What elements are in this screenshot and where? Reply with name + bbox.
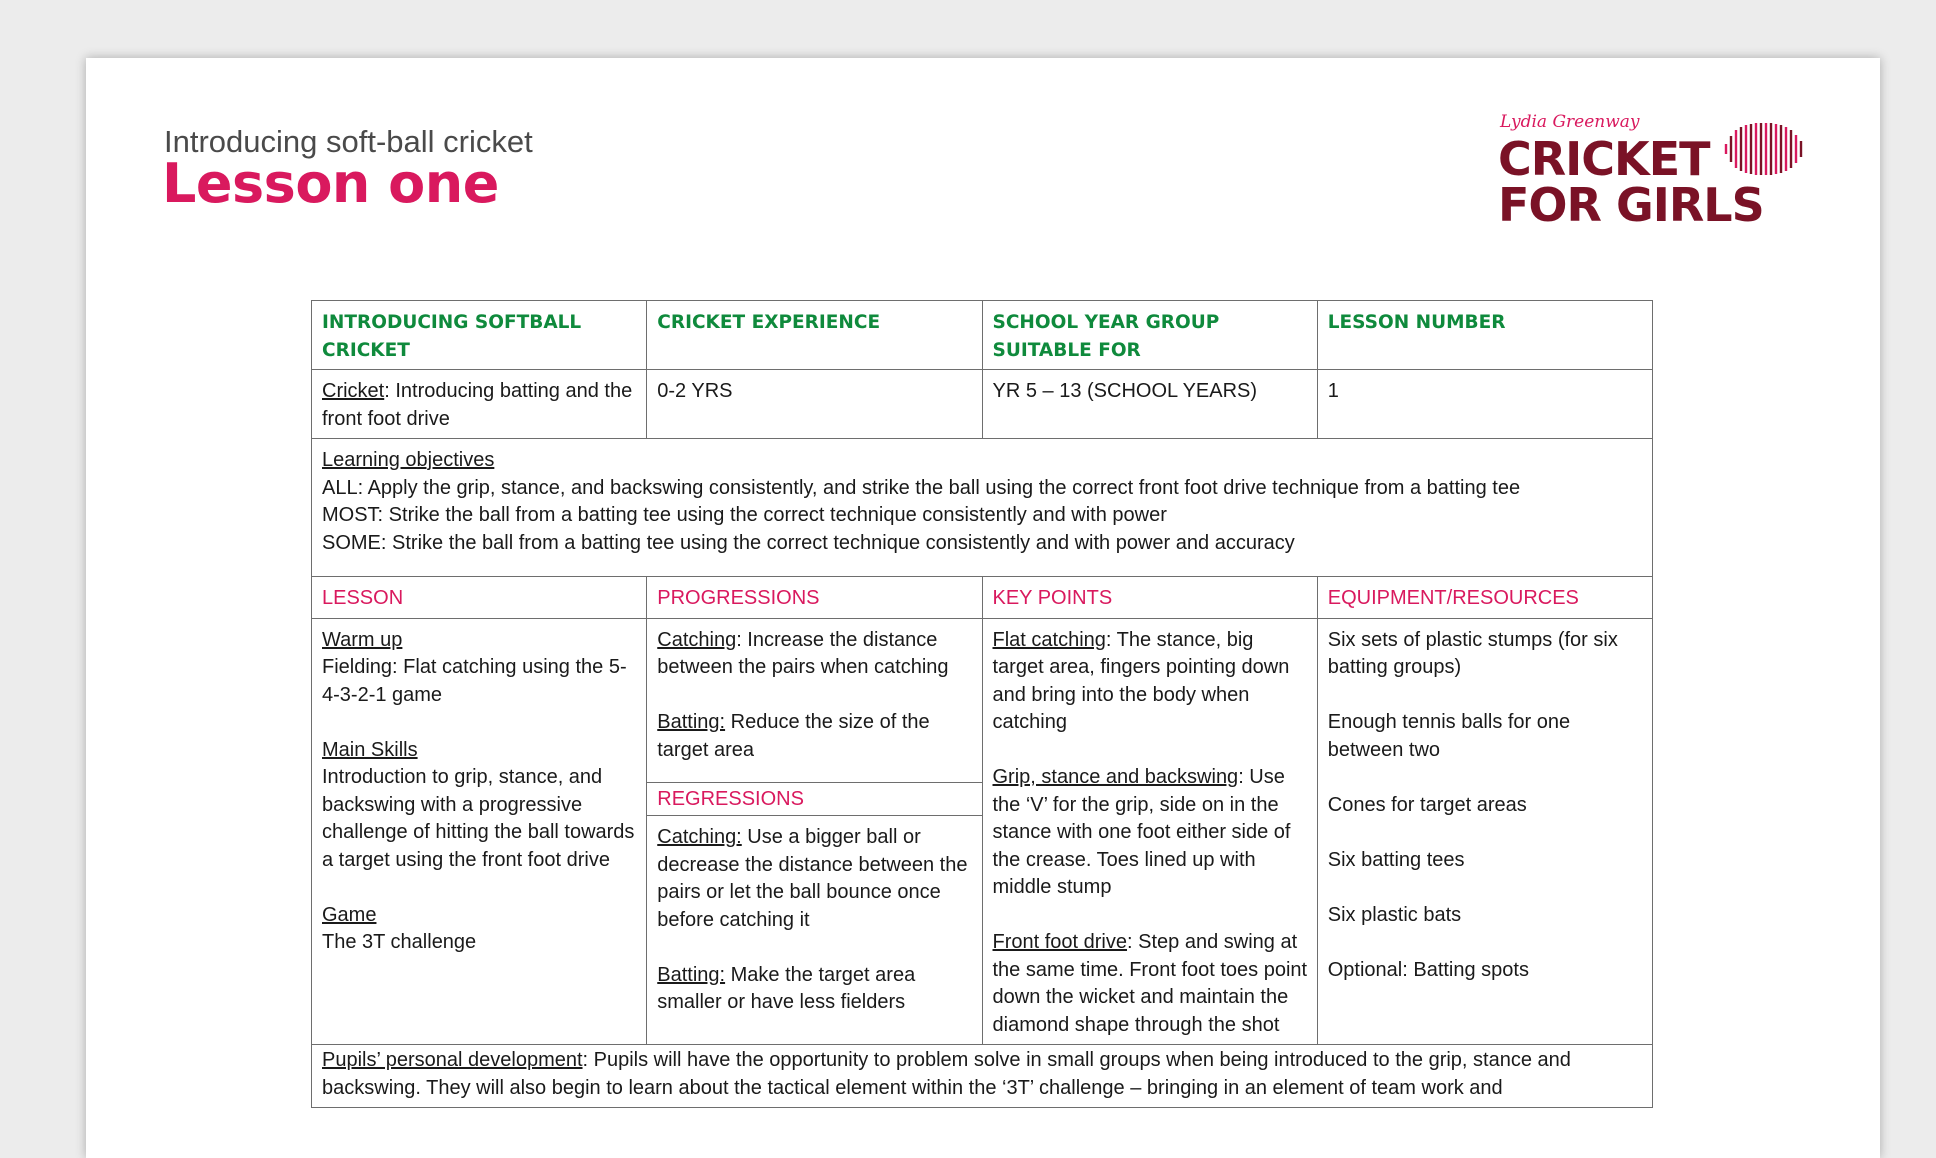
equipment-item: Six batting tees [1327, 848, 1465, 871]
regression-catching-text: Use a bigger ball or decrease the distance between the pairs or let the ball bounce once before catching it [657, 826, 968, 931]
objectives-row [312, 439, 1653, 577]
key-grip-label: Grip, stance and backswing [992, 766, 1239, 788]
year-group-cell: YR 5 – 13 (SCHOOL YEARS) [982, 370, 1317, 439]
key-points-cell [982, 618, 1317, 1045]
key-drive-text: : Step and swing at the same time. Front foot toes point down the wicket and maintain the diamond shape through the shot [992, 931, 1308, 1036]
lesson-cell [312, 618, 647, 1045]
equipment-item: Six sets of plastic stumps (for six batting groups) [1327, 628, 1618, 678]
lesson-number-cell: 1 [1317, 370, 1652, 439]
cricket-ball-stripes-icon [1724, 122, 1810, 176]
regressions-heading: REGRESSIONS [657, 787, 804, 810]
header-experience: CRICKET EXPERIENCE [657, 312, 881, 333]
section-header-key-points: KEY POINTS [992, 587, 1113, 609]
skills-heading: Main Skills [322, 738, 418, 761]
game-text: The 3T challenge [322, 931, 477, 953]
cricket-for-girls-logo [1498, 110, 1810, 232]
regression-catching-label: Catching: [657, 826, 742, 848]
progressions-cell [647, 618, 982, 1045]
regression-batting-text: Make the target area smaller or have less fielders [657, 963, 916, 1013]
section-header-cell [982, 577, 1317, 619]
equipment-cell [1317, 618, 1652, 1045]
header-cell [1317, 301, 1652, 370]
key-flat-label: Flat catching [992, 628, 1106, 651]
lesson-subtitle: Introducing soft-ball cricket [164, 124, 533, 159]
section-header-progressions: PROGRESSIONS [657, 587, 820, 609]
experience-cell: 0-2 YRS [647, 370, 982, 439]
objectives-heading: Learning objectives [322, 449, 495, 471]
personal-development-label: Pupils’ personal development [322, 1049, 583, 1071]
equipment-item: Enough tennis balls for one between two [1327, 711, 1571, 761]
lesson-title: Lesson one [162, 152, 499, 215]
lesson-content-row [312, 618, 1653, 1045]
table-header-row [312, 301, 1653, 370]
game-heading: Game [322, 903, 377, 926]
skills-text: Introduction to grip, stance, and backswing with a progressive challenge of hitting the ball towards a target using the front foot drive [322, 766, 635, 871]
progression-catching-text: : Increase the distance between the pairs when catching [657, 628, 949, 678]
personal-development-text: : Pupils will have the opportunity to problem solve in small groups when being introduced to the grip, stance and backswing. They will also begin to learn about the tactical element within the ‘3T’ challenge – bringing in an element of team work and [322, 1049, 1571, 1099]
personal-development-cell [312, 1045, 1653, 1108]
objective-some: SOME: Strike the ball from a batting tee using the correct technique consistently and with power and accuracy [322, 531, 1295, 554]
equipment-item: Six plastic bats [1327, 903, 1462, 926]
warmup-text: Fielding: Flat catching using the 5-4-3-2-1 game [322, 656, 627, 706]
lesson-plan-table [311, 300, 1653, 1108]
topic-text: : Introducing batting and the front foot drive [322, 380, 633, 430]
personal-development-row [312, 1045, 1653, 1108]
section-header-row [312, 577, 1653, 619]
objective-most: MOST: Strike the ball from a batting tee using the correct technique consistently and with power [322, 504, 1167, 526]
header-cell [312, 301, 647, 370]
progression-batting-text: Reduce the size of the target area [657, 711, 930, 761]
key-flat-text: : The stance, big target area, fingers pointing down and bring into the body when catching [992, 628, 1290, 733]
table-info-row [312, 370, 1653, 439]
warmup-heading: Warm up [322, 628, 403, 651]
equipment-item: Cones for target areas [1327, 793, 1527, 816]
regressions-block [647, 816, 981, 1022]
progression-batting-label: Batting: [657, 711, 726, 733]
objectives-cell [312, 439, 1653, 577]
logo-script-signature: Lydia Greenway [1500, 112, 1640, 132]
section-header-cell [312, 577, 647, 619]
section-header-cell [647, 577, 982, 619]
section-header-equipment: EQUIPMENT/RESOURCES [1327, 587, 1579, 609]
regressions-header [647, 782, 981, 817]
section-header-lesson: LESSON [322, 587, 404, 609]
logo-line-cricket: CRICKET [1498, 132, 1710, 186]
key-drive-label: Front foot drive [992, 931, 1128, 953]
header-year-group: SCHOOL YEAR GROUP SUITABLE FOR [992, 312, 1220, 361]
progressions-block [647, 619, 981, 782]
header-cell [982, 301, 1317, 370]
topic-cell [312, 370, 647, 439]
regression-batting-label: Batting: [657, 963, 726, 986]
section-header-cell [1317, 577, 1652, 619]
header-cell [647, 301, 982, 370]
logo-line-for-girls: FOR GIRLS [1498, 178, 1764, 232]
key-grip-text: : Use the ‘V’ for the grip, side on in the stance with one foot either side of the crease. Toes lined up with middle stump [992, 766, 1291, 898]
objective-all: ALL: Apply the grip, stance, and backswing consistently, and strike the ball using the correct front foot drive technique from a batting tee [322, 476, 1521, 499]
topic-label: Cricket [322, 380, 385, 402]
header-topic: INTRODUCING SOFTBALL CRICKET [322, 312, 582, 361]
progression-catching-label: Catching [657, 628, 737, 651]
header-lesson-number: LESSON NUMBER [1327, 312, 1506, 333]
equipment-item: Optional: Batting spots [1327, 958, 1529, 981]
